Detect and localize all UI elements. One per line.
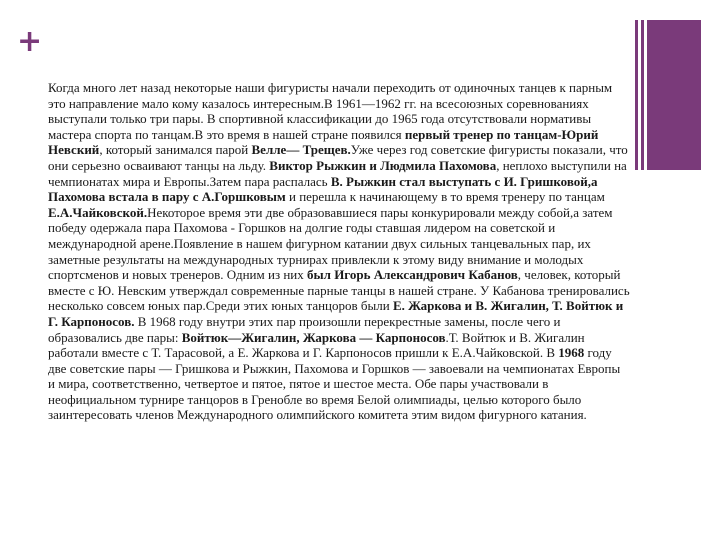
plus-icon: +	[17, 24, 43, 59]
text-segment: и перешла к начинающему в то время тренеру по танцам	[285, 189, 605, 205]
bold-segment: Виктор Рыжкин и Людмила Пахомова	[269, 157, 497, 173]
text-segment: .Т. Войтюк и В. Жигалин работали вместе с Т. Тарасовой, а Е. Жаркова и Г. Карпоносов пришли к Е.А.Чайковской. В	[48, 329, 585, 361]
text-segment: Некоторое время эти две образовавшиеся пары конкурировали между собой,а затем победу одержала пара Пахомова - Горшков на долгие годы ставшая лидером на советской и международной арене.Появление в нашем фигурном катании двух сильных танцевальных пар, их заметные результаты на международных турнирах привлекли к этому виду внимание и молодых спортсменов и новых тренеров. Одним из них	[48, 204, 613, 283]
text-segment: , человек, который вместе с Ю. Невским утверждал современные парные танцы в нашей стране. У Кабанова тренировались несколько совсем юных пар.Среди этих юных танцоров были	[48, 267, 630, 314]
body-text	[48, 80, 630, 423]
bold-segment: В. Рыжкин стал выступать с И. Гришковой,а Пахомова встала в пару с А.Горшковым	[48, 173, 598, 205]
bold-segment: Войтюк—Жигалин, Жаркова — Карпоносов	[181, 329, 446, 345]
decor-bar-wide	[647, 20, 701, 170]
text-segment: В 1968 году внутри этих пар произошли перекрестные замены, после чего и образовались две пары:	[48, 313, 561, 345]
text-segment: Когда много лет назад некоторые наши фигуристы начали переходить от одиночных танцев к парным это направление мало кому казалось интересным.В 1961—1962 гг. на всесоюзных соревнованиях выступали только три пары. В спортивной классификации до 1965 года отсутствовали нормативы мастера спорта по танцам.В это время в нашей стране появился	[48, 80, 613, 142]
bold-segment: Велле— Трещев.	[251, 142, 351, 158]
text-segment: году две советские пары — Гришкова и Рыжкин, Пахомова и Горшков — завоевали на чемпионатах Европы и мира, соответственно, четвертое и пятое, пятое и шестое места. Обе пары участвовали в неофициальном турнире танцоров в Гренобле во время Белой олимпиады, целью которого было заинтересовать членов Международного олимпийского комитета этим видом фигурного катания.	[48, 345, 621, 423]
decor-bar-thin-2	[641, 20, 644, 170]
decor-bar-thin-1	[635, 20, 638, 170]
text-segment: , который занимался парой	[99, 142, 252, 158]
bold-segment: Е. Жаркова и В. Жигалин, Т. Войтюк и Г. Карпоносов.	[48, 298, 624, 329]
text-segment: Уже через год советские фигуристы показали, что они серьезно осваивают танцы на льду.	[48, 142, 628, 173]
bold-segment: 1968	[558, 345, 585, 361]
bold-segment: Е.А.Чайковской.	[48, 204, 148, 220]
bold-segment: первый тренер по танцам-Юрий Невский	[48, 126, 599, 158]
bold-segment: был Игорь Александрович Кабанов	[307, 267, 518, 283]
text-segment: , неплохо выступили на чемпионатах мира и Европы.Затем пара распалась	[48, 157, 627, 189]
